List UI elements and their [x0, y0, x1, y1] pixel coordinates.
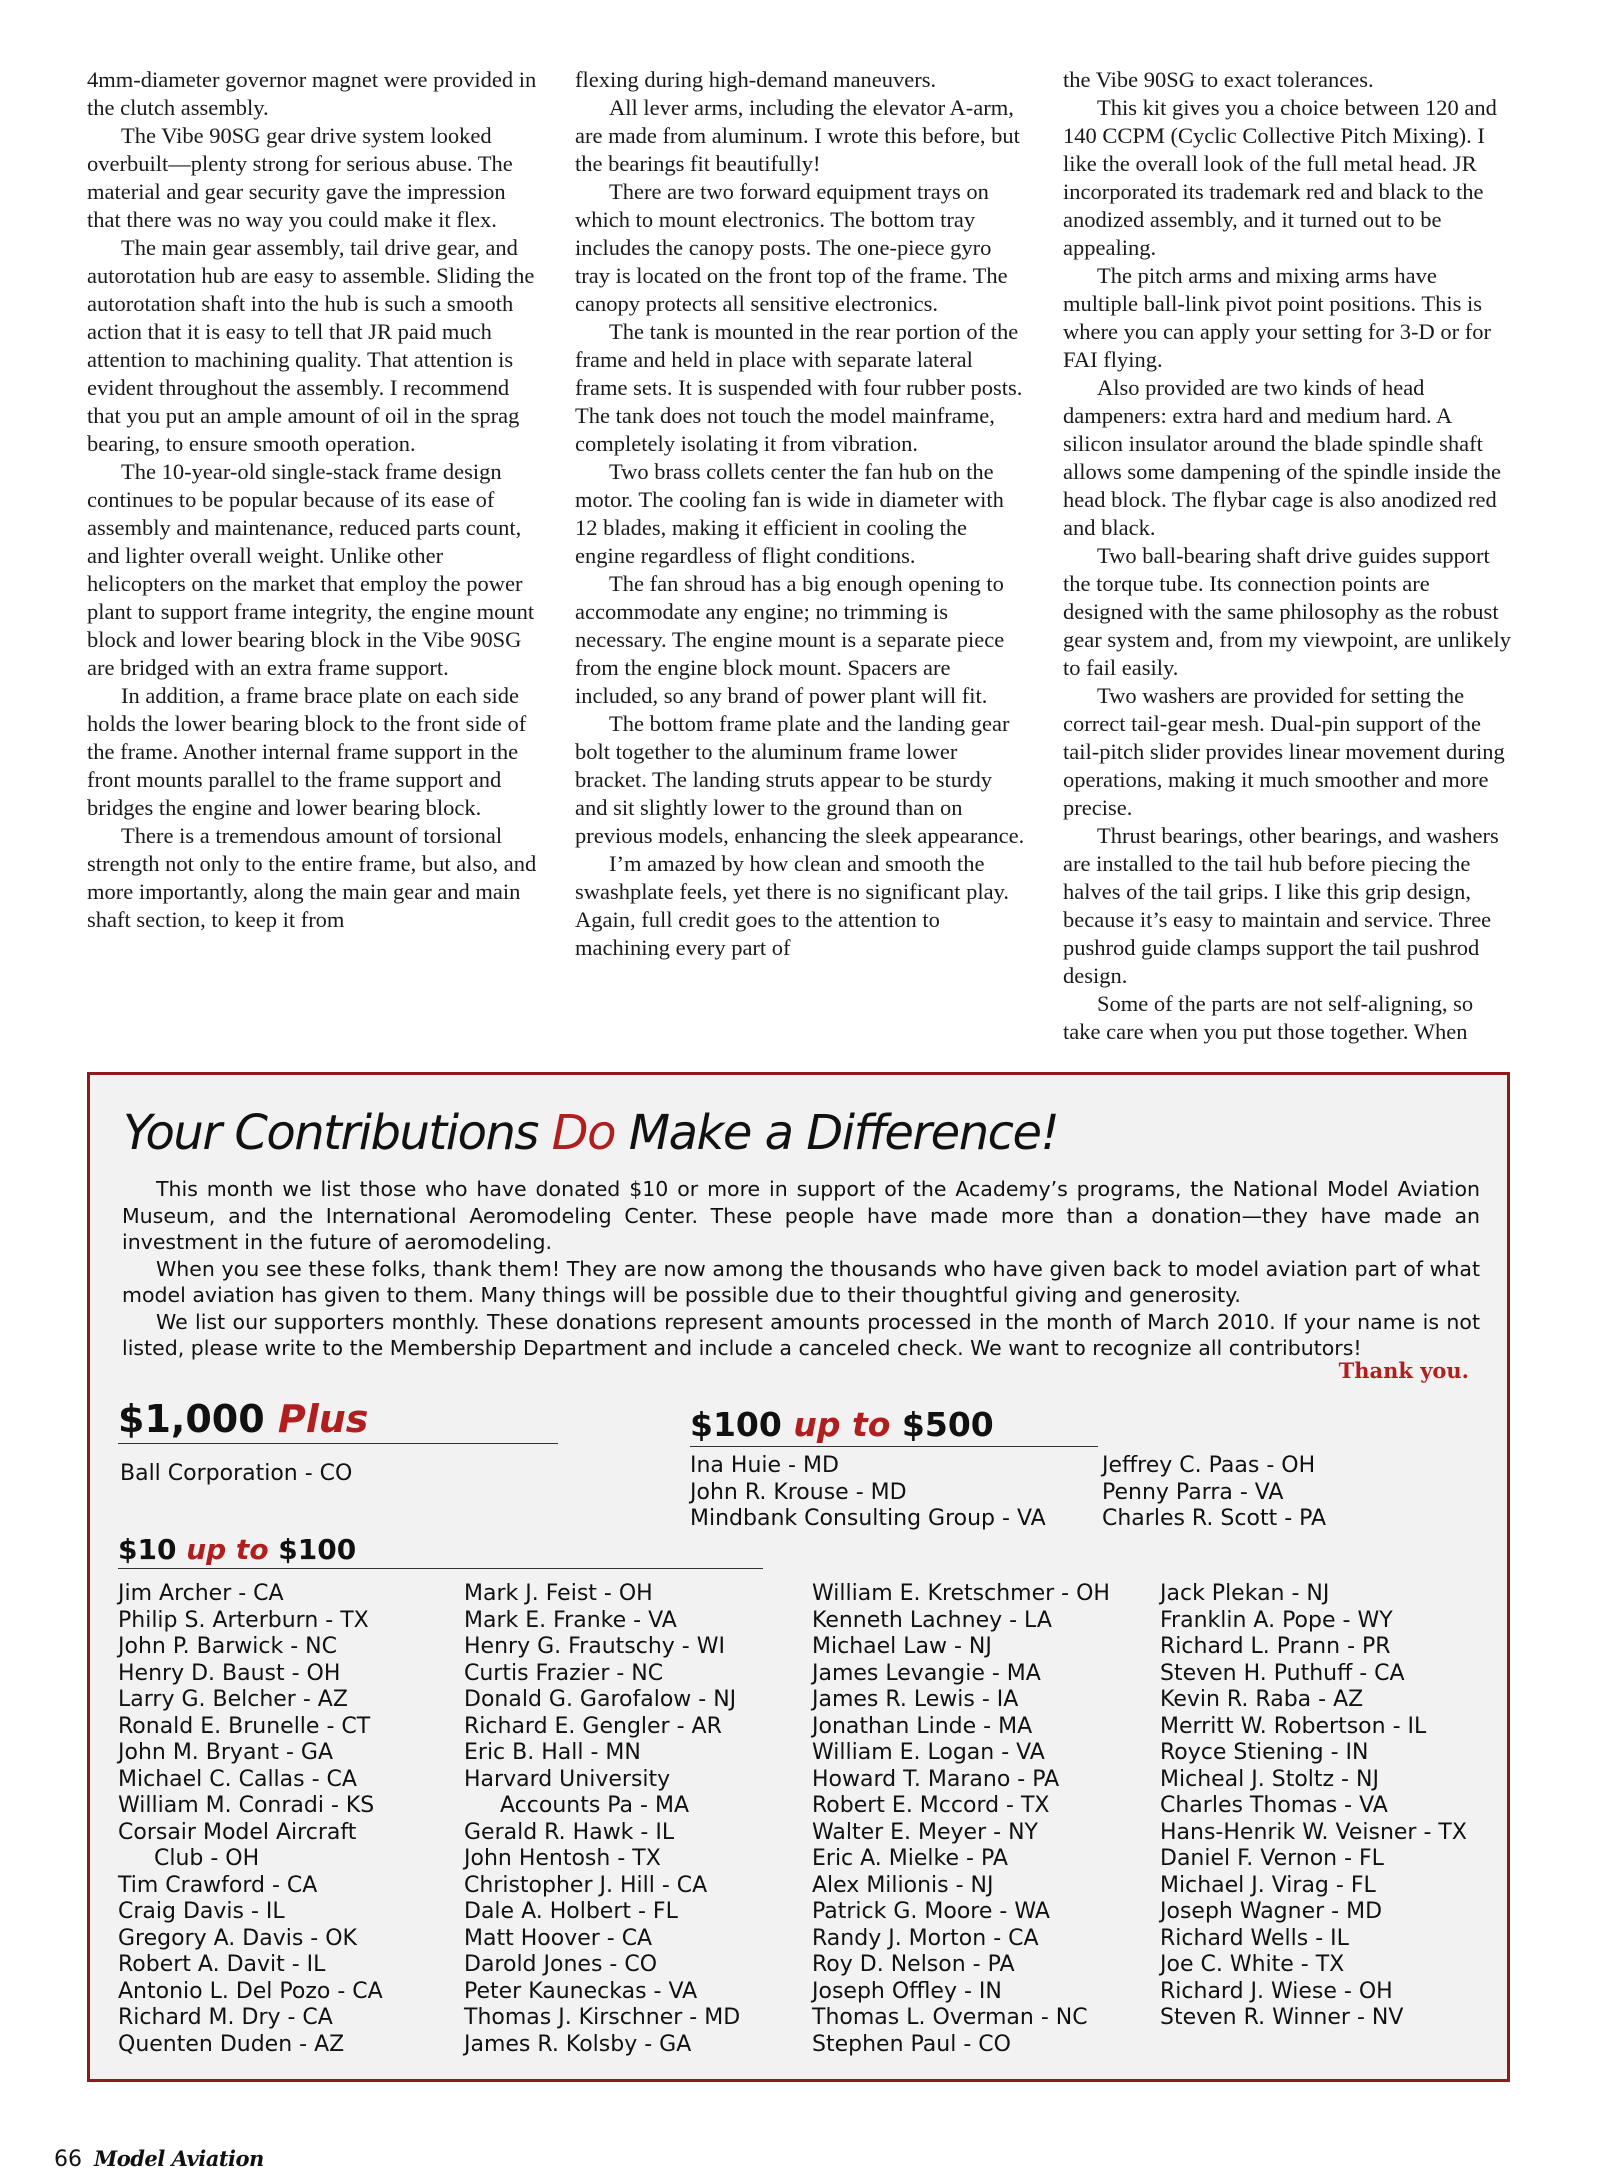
donor-name: Hans-Henrik W. Veisner - TX [1160, 1819, 1467, 1845]
donor-name: James Levangie - MA [812, 1660, 1041, 1686]
paragraph: 4mm-diameter governor magnet were provided in the clutch assembly. [87, 67, 537, 120]
paragraph: The pitch arms and mixing arms have multiple ball-link pivot point positions. This is where you can apply your setting for 3-D or for FAI flying. [1063, 263, 1491, 372]
paragraph: Two washers are provided for setting the correct tail-gear mesh. Dual-pin support of the tail-pitch slider provides linear movement during operations, making it much smoother and more precise. [1063, 683, 1505, 820]
donor-name: Christopher J. Hill - CA [464, 1872, 708, 1898]
donor-name: Ina Huie - MD [690, 1453, 839, 1478]
paragraph: The tank is mounted in the rear portion of the frame and held in place with separate lateral frame sets. It is suspended with four rubber posts. The tank does not touch the model mainframe, completely isolating it from vibration. [575, 319, 1023, 456]
tier-heading-1000-plus [118, 1397, 558, 1444]
box-title-post: Make a Difference! [614, 1105, 1059, 1161]
donor-name: Matt Hoover - CA [464, 1925, 653, 1951]
donor-name: Richard E. Gengler - AR [464, 1713, 722, 1739]
donor-name: Thomas L. Overman - NC [812, 2005, 1088, 2030]
donor-name: William E. Kretschmer - OH [812, 1581, 1110, 1606]
donor-name: John Hentosh - TX [464, 1846, 661, 1871]
donor-name: Jack Plekan - NJ [1160, 1581, 1330, 1606]
donor-name: James R. Lewis - IA [812, 1687, 1019, 1712]
tier-heading-amount: $100 [690, 1405, 794, 1444]
paragraph: The bottom frame plate and the landing gear bolt together to the aluminum frame lower bracket. The landing struts appear to be sturdy and sit slightly lower to the ground than on previous models, enhancing the sleek appearance. [575, 711, 1025, 848]
donor-name: Joe C. White - TX [1160, 1952, 1345, 1977]
donor-name: Mindbank Consulting Group - VA [690, 1506, 1046, 1531]
tier-heading-amount-end: $500 [890, 1405, 994, 1444]
paragraph: Thrust bearings, other bearings, and washers are installed to the tail hub before piecing the halves of the tail grips. I like this grip design, because it’s easy to maintain and service. Three pushrod guide clamps support the tail pushrod design. [1063, 823, 1499, 988]
donor-name: Penny Parra - VA [1102, 1479, 1284, 1505]
tier-100-list-col1 [690, 1453, 1046, 1533]
donor-name: Ball Corporation - CO [120, 1461, 353, 1486]
paragraph: Also provided are two kinds of head dampeners: extra hard and medium hard. A silicon insulator around the blade spindle shaft allows some dampening of the spindle inside the head block. The flybar cage is also anodized red and black. [1063, 375, 1502, 540]
donor-name: Gerald R. Hawk - IL [464, 1819, 675, 1845]
paragraph: The Vibe 90SG gear drive system looked overbuilt—plenty strong for serious abuse. The material and gear security gave the impression that there was no way you could make it flex. [87, 123, 513, 232]
paragraph: Two brass collets center the fan hub on the motor. The cooling fan is wide in diameter with 12 blades, making it efficient in cooling the engine regardless of flight conditions. [575, 459, 1004, 568]
paragraph: Two ball-bearing shaft drive guides support the torque tube. Its connection points are designed with the same philosophy as the robust gear system and, from my viewpoint, are unlikely to fail easily. [1063, 543, 1512, 680]
donor-name: Michael J. Virag - FL [1160, 1872, 1376, 1898]
thank-you-text: Thank you. [1338, 1358, 1469, 1383]
tier-heading-emphasis: up to [186, 1533, 269, 1566]
donor-name: Tim Crawford - CA [118, 1872, 318, 1898]
donor-name: Royce Stiening - IN [1160, 1740, 1369, 1765]
donor-name: Larry G. Belcher - AZ [118, 1687, 348, 1712]
tier-heading-emphasis: up to [793, 1405, 891, 1444]
donor-name: Jonathan Linde - MA [812, 1713, 1033, 1739]
donor-name: Joseph Offley - IN [812, 1978, 1002, 2004]
donor-name: Howard T. Marano - PA [812, 1766, 1060, 1792]
donor-name: Dale A. Holbert - FL [464, 1899, 678, 1924]
donor-name: Stephen Paul - CO [812, 2031, 1011, 2057]
donor-name: John M. Bryant - GA [118, 1740, 334, 1765]
donor-name: Richard M. Dry - CA [118, 2005, 333, 2030]
donor-name: Richard J. Wiese - OH [1160, 1978, 1393, 2004]
donor-name: Corsair Model Aircraft [118, 1819, 357, 1845]
article-column-1 [87, 66, 539, 1051]
donor-name: Jeffrey C. Paas - OH [1102, 1453, 1316, 1478]
donor-name: Roy D. Nelson - PA [812, 1952, 1015, 1977]
article-column-3 [1063, 66, 1515, 1051]
box-title-emphasis: Do [551, 1105, 615, 1161]
donor-name: Patrick G. Moore - WA [812, 1899, 1050, 1924]
tier-10-list-col2 [464, 1581, 740, 2058]
donor-name: Ronald E. Brunelle - CT [118, 1713, 371, 1739]
donor-name: Richard L. Prann - PR [1160, 1634, 1391, 1659]
tier-10-list-col4 [1160, 1581, 1467, 2032]
paragraph: The main gear assembly, tail drive gear, and autorotation hub are easy to assemble. Sliding the autorotation shaft into the hub is such a smooth action that it is easy to tell that JR paid much attention to machining quality. That attention is evident throughout the assembly. I recommend that you put an ample amount of oil in the sprag bearing, to ensure smooth operation. [87, 235, 535, 456]
box-title-pre: Your Contributions [123, 1105, 552, 1161]
donor-name: Merritt W. Robertson - IL [1160, 1713, 1427, 1739]
donor-name: Randy J. Morton - CA [812, 1925, 1039, 1951]
paragraph: In addition, a frame brace plate on each side holds the lower bearing block to the front side of the frame. Another internal frame support in the front mounts parallel to the frame support and bridges the engine and lower bearing block. [87, 683, 527, 820]
tier-heading-amount: $10 [118, 1533, 187, 1566]
donor-name: Michael C. Callas - CA [118, 1766, 357, 1792]
donor-name-continued: Club - OH [154, 1846, 260, 1871]
tier-100-list-col2 [1102, 1453, 1326, 1533]
intro-paragraph: We list our supporters monthly. These donations represent amounts processed in the month of March 2010. If your name is not listed, please write to the Membership Department and include a canceled check. We want to recognize all contributors! [122, 1309, 1480, 1360]
donor-name: Quenten Duden - AZ [118, 2031, 345, 2057]
donor-name: Micheal J. Stoltz - NJ [1160, 1766, 1379, 1792]
paragraph: the Vibe 90SG to exact tolerances. [1063, 67, 1374, 92]
donor-name: Joseph Wagner - MD [1160, 1899, 1383, 1924]
donor-name: Antonio L. Del Pozo - CA [118, 1978, 383, 2004]
paragraph: There are two forward equipment trays on which to mount electronics. The bottom tray includes the canopy posts. The one-piece gyro tray is located on the front top of the frame. The canopy protects all sensitive electronics. [575, 179, 1008, 316]
donor-name: Craig Davis - IL [118, 1899, 285, 1924]
donor-name: Kevin R. Raba - AZ [1160, 1687, 1364, 1712]
donor-name: Jim Archer - CA [118, 1581, 284, 1606]
tier-heading-100-to-500 [690, 1405, 1098, 1447]
paragraph: There is a tremendous amount of torsional strength not only to the entire frame, but also, and more importantly, along the main gear and main shaft section, to keep it from [87, 823, 537, 932]
tier-heading-amount: $1,000 [118, 1397, 278, 1441]
donor-name-continued: Accounts Pa - MA [500, 1793, 689, 1818]
donor-name: John R. Krouse - MD [690, 1479, 907, 1505]
donor-name: Henry D. Baust - OH [118, 1660, 341, 1686]
donor-name: Charles Thomas - VA [1160, 1793, 1388, 1818]
donor-name: Franklin A. Pope - WY [1160, 1607, 1393, 1633]
page-number: 66 [54, 2147, 82, 2172]
donor-name: Harvard University [464, 1766, 671, 1792]
donor-name: Peter Kauneckas - VA [464, 1978, 698, 2004]
donor-name: Walter E. Meyer - NY [812, 1819, 1038, 1845]
donor-name: Michael Law - NJ [812, 1634, 992, 1659]
tier-heading-emphasis: Plus [277, 1397, 369, 1441]
donor-name: Eric B. Hall - MN [464, 1740, 641, 1765]
donor-name: Richard Wells - IL [1160, 1925, 1349, 1951]
donor-name: Daniel F. Vernon - FL [1160, 1846, 1384, 1871]
paragraph: flexing during high-demand maneuvers. [575, 67, 937, 92]
donor-name: John P. Barwick - NC [118, 1634, 337, 1659]
tier-heading-10-to-100 [118, 1533, 763, 1569]
tier-10-list-col3 [812, 1581, 1110, 2058]
donor-name: Thomas J. Kirschner - MD [464, 2005, 741, 2030]
box-title [123, 1105, 1058, 1161]
donor-name: Gregory A. Davis - OK [118, 1925, 357, 1951]
donor-name: Mark J. Feist - OH [464, 1581, 653, 1606]
donor-name: Kenneth Lachney - LA [812, 1607, 1052, 1633]
tier-heading-amount-end: $100 [268, 1533, 357, 1566]
donor-name: Curtis Frazier - NC [464, 1660, 664, 1686]
intro-paragraph: When you see these folks, thank them! They are now among the thousands who have given back to model aviation part of what model aviation has given to them. Many things will be possible due to their thoughtful giving and generosity. [122, 1256, 1480, 1307]
contributions-box [87, 1072, 1510, 2082]
paragraph: The fan shroud has a big enough opening to accommodate any engine; no trimming is necessary. The engine mount is a separate piece from the engine block mount. Spacers are included, so any brand of power plant will fit. [575, 571, 1005, 708]
donor-name: Charles R. Scott - PA [1102, 1506, 1327, 1531]
donor-name: Robert E. Mccord - TX [812, 1793, 1050, 1818]
donor-name: Robert A. Davit - IL [118, 1952, 326, 1977]
article-column-2 [575, 66, 1027, 1051]
donor-name: William M. Conradi - KS [118, 1793, 375, 1818]
box-intro [122, 1176, 1480, 1362]
page-footer [54, 2146, 264, 2172]
intro-paragraph: This month we list those who have donated $10 or more in support of the Academy’s programs, the National Model Aviation Museum, and the International Aeromodeling Center. These people have made more than a donation—they have made an investment in the future of aeromodeling. [122, 1177, 1480, 1254]
donor-name: Mark E. Franke - VA [464, 1607, 677, 1633]
paragraph: The 10-year-old single-stack frame design continues to be popular because of its ease of assembly and maintenance, reduced parts count, and lighter overall weight. Unlike other helicopters on the market that employ the power plant to support frame integrity, the engine mount block and lower bearing block in the Vibe 90SG are bridged with an extra frame support. [87, 459, 535, 680]
donor-name: William E. Logan - VA [812, 1740, 1045, 1765]
donor-name: Henry G. Frautschy - WI [464, 1634, 725, 1659]
magazine-name: Model Aviation [94, 2146, 264, 2171]
paragraph: Some of the parts are not self-aligning, so take care when you put those together. When [1063, 991, 1474, 1044]
article-body [87, 66, 1515, 1051]
donor-name: Steven H. Puthuff - CA [1160, 1660, 1405, 1686]
donor-name: Donald G. Garofalow - NJ [464, 1687, 737, 1712]
donor-name: Darold Jones - CO [464, 1952, 658, 1977]
donor-name: James R. Kolsby - GA [464, 2031, 692, 2057]
donor-name: Philip S. Arterburn - TX [118, 1607, 369, 1633]
paragraph: This kit gives you a choice between 120 and 140 CCPM (Cyclic Collective Pitch Mixing). I like the overall look of the full metal head. JR incorporated its trademark red and black to the anodized assembly, and it turned out to be appealing. [1063, 95, 1497, 260]
donor-name: Eric A. Mielke - PA [812, 1846, 1008, 1871]
tier-10-list-col1 [118, 1581, 383, 2058]
donor-name: Alex Milionis - NJ [812, 1872, 994, 1898]
tier-1000-list [120, 1461, 352, 1488]
paragraph: I’m amazed by how clean and smooth the swashplate feels, yet there is no significant play. Again, full credit goes to the attention to machining every part of [575, 851, 1010, 960]
paragraph: All lever arms, including the elevator A-arm, are made from aluminum. I wrote this before, but the bearings fit beautifully! [575, 95, 1020, 176]
donor-name: Steven R. Winner - NV [1160, 2005, 1404, 2030]
